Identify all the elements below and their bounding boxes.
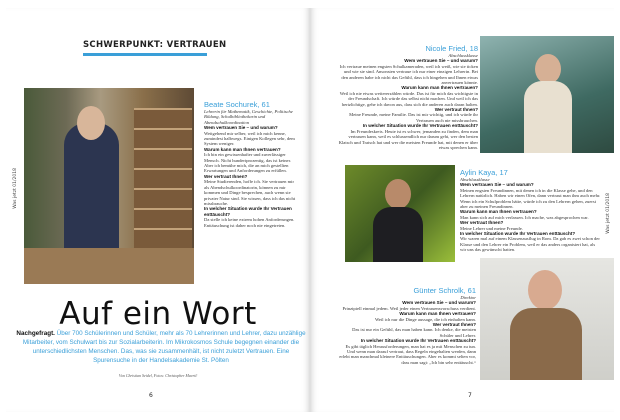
question: In welcher Situation wurde Ihr Vertrauen enttäuscht?	[362, 123, 478, 129]
question: Warum kann man Ihnen vertrauen?	[399, 311, 476, 317]
answer: Meine Freunde, meine Familie. Das ist mir wichtig, und ich würde ihr Vertrauen auch nie missbrauchen.	[349, 112, 478, 123]
aylin-column	[460, 168, 602, 253]
intro-lead: Nachgefragt.	[16, 330, 55, 337]
answer: Weil ich nur die Dinge aussage, die ich einhalten kann.	[374, 316, 476, 322]
guenter-column	[338, 286, 476, 365]
question: Wem vertrauen Sie – und warum?	[460, 182, 534, 188]
question: Warum kann man Ihnen vertrauen?	[204, 146, 281, 152]
article-title: Auf ein Wort	[59, 296, 257, 332]
question: In welcher Situation wurde Ihr Vertrauen enttäuscht?	[204, 206, 292, 217]
right-page	[310, 8, 614, 412]
answer: Ich vertraue meinen engsten Schulkameraden, weil ich weiß, wie sie ticken und wie sie sind. Ansonsten vertraue ich nur einer einzigen Lehrerin. Bei den anderen habe ich nicht das Gefühl, dass ich hingehen und Ihnen etwas anvertrauen könnte.	[339, 63, 478, 86]
answer: Meine Studierenden, hoffe ich. Sie vertrauen mir als Abendschulkoordinatorin, können zu mir kommen und Dinge besprechen, auch wenn sie privater Natur sind. Sie wissen, dass ich das nicht missbrauche.	[204, 179, 296, 206]
question: Wer vertraut Ihnen?	[434, 107, 478, 113]
answer: Im Freundeskreis. Heute ist es schwer, jemanden zu finden, dem man vertrauen kann, weil es schlussendlich nur darum geht, wer den besten Klatsch und Tratsch hat und wer die meisten Freunde hat, mit denen er über etwas sprechen kann.	[338, 128, 478, 150]
section-kicker: SCHWERPUNKT: VERTRAUEN	[83, 40, 227, 50]
question: Wem vertrauen Sie – und warum?	[404, 58, 478, 64]
intro	[16, 329, 306, 365]
answer: Es gibt täglich Herausforderungen, man hat es ja mit Menschen zu tun. Und wenn man darauf vertraut, dass Regeln eingehalten werden, dann erlebt man manchmal kleinere Enttäuschungen. Aber es kommt selten vor, dass man sagt: „Ich bin sehr enttäuscht.“	[339, 343, 476, 365]
photo-guenter-schrolk	[480, 258, 614, 380]
left-page	[6, 8, 310, 412]
question: In welcher Situation wurde Ihr Vertrauen enttäuscht?	[360, 338, 476, 344]
photo-aylin-kaya	[345, 165, 455, 262]
question: Wer vertraut Ihnen?	[432, 322, 476, 328]
answer: Weitgehend mir selber, weil ich mich kenne, zumindest halbwegs. Einigen Kollegen sehr, dem System weniger.	[204, 130, 295, 147]
question: Warum kann man Ihnen vertrauen?	[401, 85, 478, 91]
beate-column	[204, 100, 300, 228]
person-name: Aylin Kaya, 17	[460, 168, 508, 177]
answer: Da stelle ich keine extrem hohen Anforderungen. Enttäuschung ist daher noch nie eingetreten.	[204, 217, 295, 228]
answer: Prinzipiell einmal jedem. Weil jeder einen Vertrauensvorschuss verdient.	[342, 305, 476, 311]
person-role: Abschlussklasse	[448, 53, 478, 58]
person-role: Abschlussklasse	[460, 177, 490, 182]
person-role: Direktor	[460, 295, 476, 300]
question: Warum kann man Ihnen vertrauen?	[460, 209, 537, 215]
person-name: Nicole Fried, 18	[425, 44, 478, 53]
answer: Meine Lehrer und meine Freunde.	[460, 225, 523, 231]
page-number-right: 7	[468, 392, 472, 399]
answer: Man kann sich auf mich verlassen. Ich mache, was abgesprochen war.	[460, 214, 589, 220]
answer: Wir waren mal auf einem Klassenausflug in Rom. Da gab es zwei schon der Klasse und den Lehrer ein Problem, weil er das anders organisiert hat, als wir uns das gewünscht hatten.	[460, 236, 600, 253]
page-number-left: 6	[149, 392, 153, 399]
section-bar	[83, 53, 207, 56]
byline: Von Christian Seidel, Fotos: Christopher Mavrič	[118, 373, 198, 378]
person-role: Lehrerin für Mathematik, Geschichte, Politische Bildung, Schulbibliothekarin und Abendschulkoordination	[204, 109, 293, 125]
answer: Das ist nur ein Gefühl, das man haben kann. Ich denke, die meisten Schüler und Lehrer.	[352, 327, 476, 338]
question: Wer vertraut Ihnen?	[460, 220, 504, 226]
issue-mark: Was jetzt 01/2018	[13, 168, 18, 209]
answer: Weil ich nie etwas weitererzählen würde. Das ist für mich das wichtigste in der Freundschaft. Ich würde das selbst nicht machen. Und weil ich das hertzlichtige, gehe ich davon aus, dass sich die anderen auch daran halten.	[339, 90, 478, 107]
question: In welcher Situation wurde Ihr Vertrauen enttäuscht?	[460, 231, 576, 237]
person-name: Beate Sochurek, 61	[204, 100, 270, 109]
question: Wem vertrauen Sie – und warum?	[204, 125, 278, 131]
question: Wer vertraut Ihnen?	[204, 173, 248, 179]
question: Wem vertrauen Sie – und warum?	[402, 300, 476, 306]
photo-nicole-fried	[480, 36, 614, 153]
nicole-column	[338, 44, 478, 150]
intro-text: Über 700 Schülerinnen und Schüler, mehr als 70 Lehrerinnen und Lehrer, dazu unzählige Mitarbeiter, vom Schulwart bis zur Sozialarbeiterin. Im Mikrokosmos Schule begegnen einander die unterschiedlichsten Menschen. Das, was sie zusammenhält, ist nicht zuletzt Vertrauen. Eine Spurensuche in der Handelsakademie St. Pölten	[22, 330, 306, 364]
answer: Meinen engsten Freundinnen, mit denen ich in die Klasse gehe, und den Lehrern natürlich. Haben wir einen Ofen, dann vertraut man ihm auch mehr. Wenn ich ein Schulproblem hätte, würde ich zu den Lehrern gehen, zuerst aber zu meinen Freundinnen.	[460, 187, 601, 210]
person-name: Günter Schrolk, 61	[413, 286, 476, 295]
answer: Ich bin ein gewissenhafter und zuverlässiger Mensch. Nicht hundertprozentig, das ist keiner. Aber ich bemühe mich, die an mich gestellten Erwartungen und Anforderungen zu erfüllen.	[204, 152, 292, 174]
photo-beate-sochurek	[24, 88, 194, 284]
issue-mark-right: Was jetzt 01/2018	[606, 193, 611, 234]
